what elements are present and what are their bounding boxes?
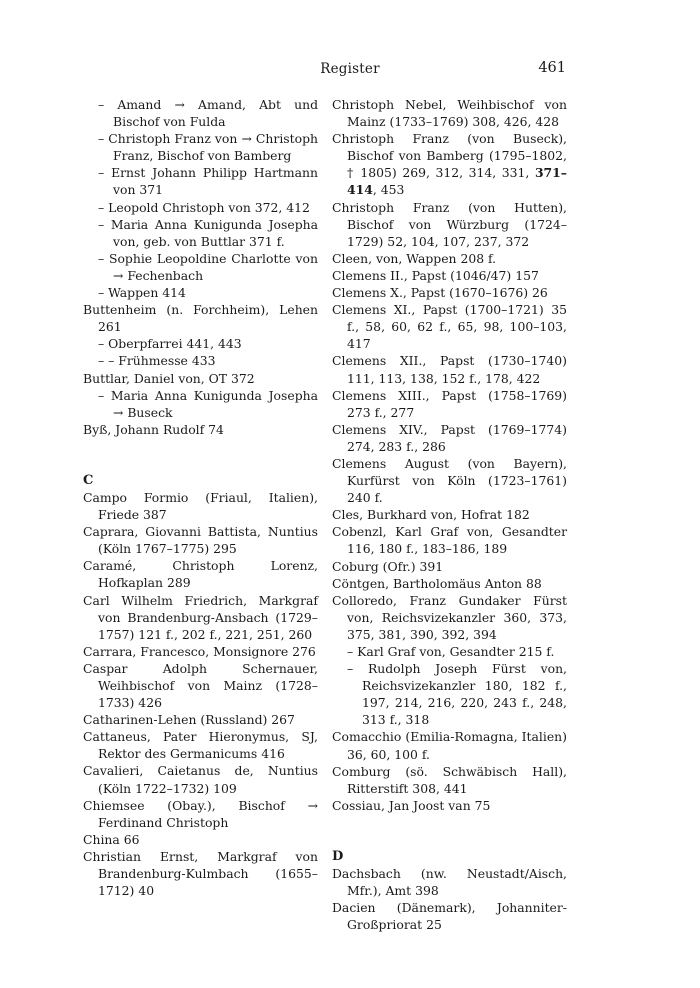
entry-text: Cossiau, Jan Joost van 75 [332, 797, 491, 813]
index-entry [83, 301, 318, 335]
entry-text: – Maria Anna Kunigunda Josepha → Buseck [98, 387, 318, 420]
index-entry [83, 797, 318, 831]
entry-text: Carl Wilhelm Friedrich, Markgraf von Brandenburg-Ansbach (1729–1757) 121 f., 202 f., 221, 251, 260 [83, 592, 318, 642]
index-entry [332, 575, 567, 592]
index-entry [332, 284, 567, 301]
entry-text: Buttlar, Daniel von, OT 372 [83, 370, 255, 386]
entry-text: Byß, Johann Rudolf 74 [83, 421, 224, 437]
index-entry [332, 455, 567, 506]
index-entry [332, 267, 567, 284]
index-entry [332, 797, 567, 814]
entry-text: Caramé, Christoph Lorenz, Hofkaplan 289 [83, 558, 318, 591]
index-entry [332, 96, 567, 130]
section-gap [83, 438, 318, 472]
entry-text-after: , 453 [372, 182, 405, 198]
entry-text: Clemens XIII., Papst (1758–1769) 273 f., 277 [332, 387, 567, 420]
entry-text: – Ernst Johann Philipp Hartmann von 371 [98, 165, 318, 198]
index-entry [83, 421, 318, 438]
index-entry [332, 865, 567, 899]
entry-text: Comburg (sö. Schwäbisch Hall), Ritterstift 308, 441 [332, 763, 567, 796]
index-entry [83, 557, 318, 591]
section-letter: D [332, 848, 344, 864]
index-entry [83, 831, 318, 848]
index-entry [332, 130, 567, 198]
entry-text: Campo Formio (Friaul, Italien), Friede 387 [83, 489, 318, 523]
index-entry [332, 592, 567, 643]
index-entry [83, 370, 318, 387]
index-entry [332, 558, 567, 575]
index-subentry [83, 387, 318, 421]
entry-text: Colloredo, Franz Gundaker Fürst von, Reichsvizekanzler 360, 373, 375, 381, 390, 392, 394 [332, 592, 567, 642]
index-entry [332, 199, 567, 250]
entry-text: Cattaneus, Pater Hieronymus, SJ, Rektor des Germanicums 416 [83, 729, 318, 762]
index-entry [332, 387, 567, 421]
entry-text: Coburg (Ofr.) 391 [332, 558, 444, 574]
page-number: 461 [538, 60, 566, 76]
index-subentry [83, 250, 318, 284]
entry-text: Caprara, Giovanni Battista, Nuntius (Köln 1767–1775) 295 [83, 524, 318, 557]
index-subentry [83, 96, 318, 130]
index-subentry [83, 216, 318, 250]
entry-text: Cles, Burkhard von, Hofrat 182 [332, 507, 530, 523]
entry-text: Carrara, Francesco, Monsignore 276 [83, 643, 316, 659]
entry-bold-pages: 371–414 [347, 165, 567, 198]
entry-text: Dacien (Dänemark), Johanniter-Großpriorat 25 [332, 900, 567, 933]
entry-text: Clemens XI., Papst (1700–1721) 35 f., 58, 60, 62 f., 65, 98, 100–103, 417 [332, 302, 567, 352]
entry-text: Cleen, von, Wappen 208 f. [332, 250, 497, 266]
index-subentry [83, 199, 318, 216]
entry-text: Cöntgen, Bartholomäus Anton 88 [332, 575, 542, 591]
index-subentry [83, 130, 318, 164]
entry-text: Chiemsee (Obay.), Bischof → Ferdinand Christoph [83, 797, 318, 830]
entry-text: Christoph Nebel, Weihbischof von Mainz (1733–1769) 308, 426, 428 [332, 97, 567, 130]
entry-text: Clemens August (von Bayern), Kurfürst von Köln (1723–1761) 240 f. [332, 455, 567, 506]
index-entry [332, 301, 567, 352]
section-letter: C [83, 472, 94, 488]
entry-text: Comacchio (Emilia-Romagna, Italien) 36, 60, 100 f. [332, 729, 567, 762]
index-entry [83, 728, 318, 762]
index-entry [332, 899, 567, 933]
index-subentry [83, 335, 318, 352]
entry-text: Christoph Franz (von Buseck), Bischof von Bamberg (1795–1802, † 1805) 269, 312, 314, 331, [332, 131, 567, 181]
index-entry [83, 762, 318, 796]
entry-text: Buttenheim (n. Forchheim), Lehen 261 [83, 302, 318, 335]
index-entry [83, 592, 318, 643]
entry-text: Clemens II., Papst (1046/47) 157 [332, 267, 539, 283]
entry-text: Cobenzl, Karl Graf von, Gesandter 116, 180 f., 183–186, 189 [332, 524, 567, 557]
entry-text: Dachsbach (nw. Neustadt/Aisch, Mfr.), Amt 398 [332, 866, 567, 899]
index-entry [332, 506, 567, 523]
entry-text: Christian Ernst, Markgraf von Brandenburg-Kulmbach (1655–1712) 40 [83, 848, 318, 899]
entry-text: – Oberpfarrei 441, 443 [98, 336, 242, 352]
index-entry [83, 848, 318, 899]
page-header-title: Register [320, 61, 380, 77]
index-entry [332, 523, 567, 557]
index-entry [332, 352, 567, 386]
entry-text: – Leopold Christoph von 372, 412 [98, 199, 310, 215]
entry-text: Catharinen-Lehen (Russland) 267 [83, 712, 295, 728]
entry-text: – Rudolph Joseph Fürst von, Reichsvizekanzler 180, 182 f., 197, 214, 216, 220, 243 f., 248, 313 f., 318 [347, 661, 567, 728]
entry-text: China 66 [83, 831, 140, 847]
index-subentry [83, 352, 318, 369]
index-entry [332, 728, 567, 762]
index-entry [332, 250, 567, 267]
index-column-right [332, 96, 567, 933]
index-entry [332, 763, 567, 797]
entry-text: Christoph Franz (von Hutten), Bischof von Würzburg (1724–1729) 52, 104, 107, 237, 372 [332, 199, 567, 249]
section-gap [332, 814, 567, 848]
entry-text: – – Frühmesse 433 [98, 353, 216, 369]
index-column-left [83, 96, 318, 899]
entry-text: Clemens XII., Papst (1730–1740) 111, 113, 138, 152 f., 178, 422 [332, 353, 567, 386]
index-entry [83, 711, 318, 728]
index-entry [83, 660, 318, 711]
index-subentry [332, 643, 567, 660]
index-entry [83, 523, 318, 557]
entry-text: Clemens X., Papst (1670–1676) 26 [332, 285, 548, 301]
entry-text: Caspar Adolph Schernauer, Weihbischof von Mainz (1728–1733) 426 [83, 660, 318, 711]
entry-text: – Amand → Amand, Abt und Bischof von Fulda [98, 97, 318, 130]
entry-text: Clemens XIV., Papst (1769–1774) 274, 283 f., 286 [332, 421, 567, 454]
entry-text: Cavalieri, Caietanus de, Nuntius (Köln 1722–1732) 109 [83, 763, 318, 796]
index-entry [83, 489, 318, 523]
entry-text: – Karl Graf von, Gesandter 215 f. [347, 644, 555, 659]
index-entry [83, 643, 318, 660]
entry-text: – Wappen 414 [98, 285, 186, 301]
index-subentry [83, 164, 318, 198]
index-subentry [332, 660, 567, 728]
entry-text: – Christoph Franz von → Christoph Franz, Bischof von Bamberg [98, 131, 318, 164]
index-entry [332, 421, 567, 455]
entry-text: – Sophie Leopoldine Charlotte von → Fechenbach [98, 250, 318, 283]
entry-text: – Maria Anna Kunigunda Josepha von, geb. von Buttlar 371 f. [98, 216, 318, 249]
index-subentry [83, 284, 318, 301]
